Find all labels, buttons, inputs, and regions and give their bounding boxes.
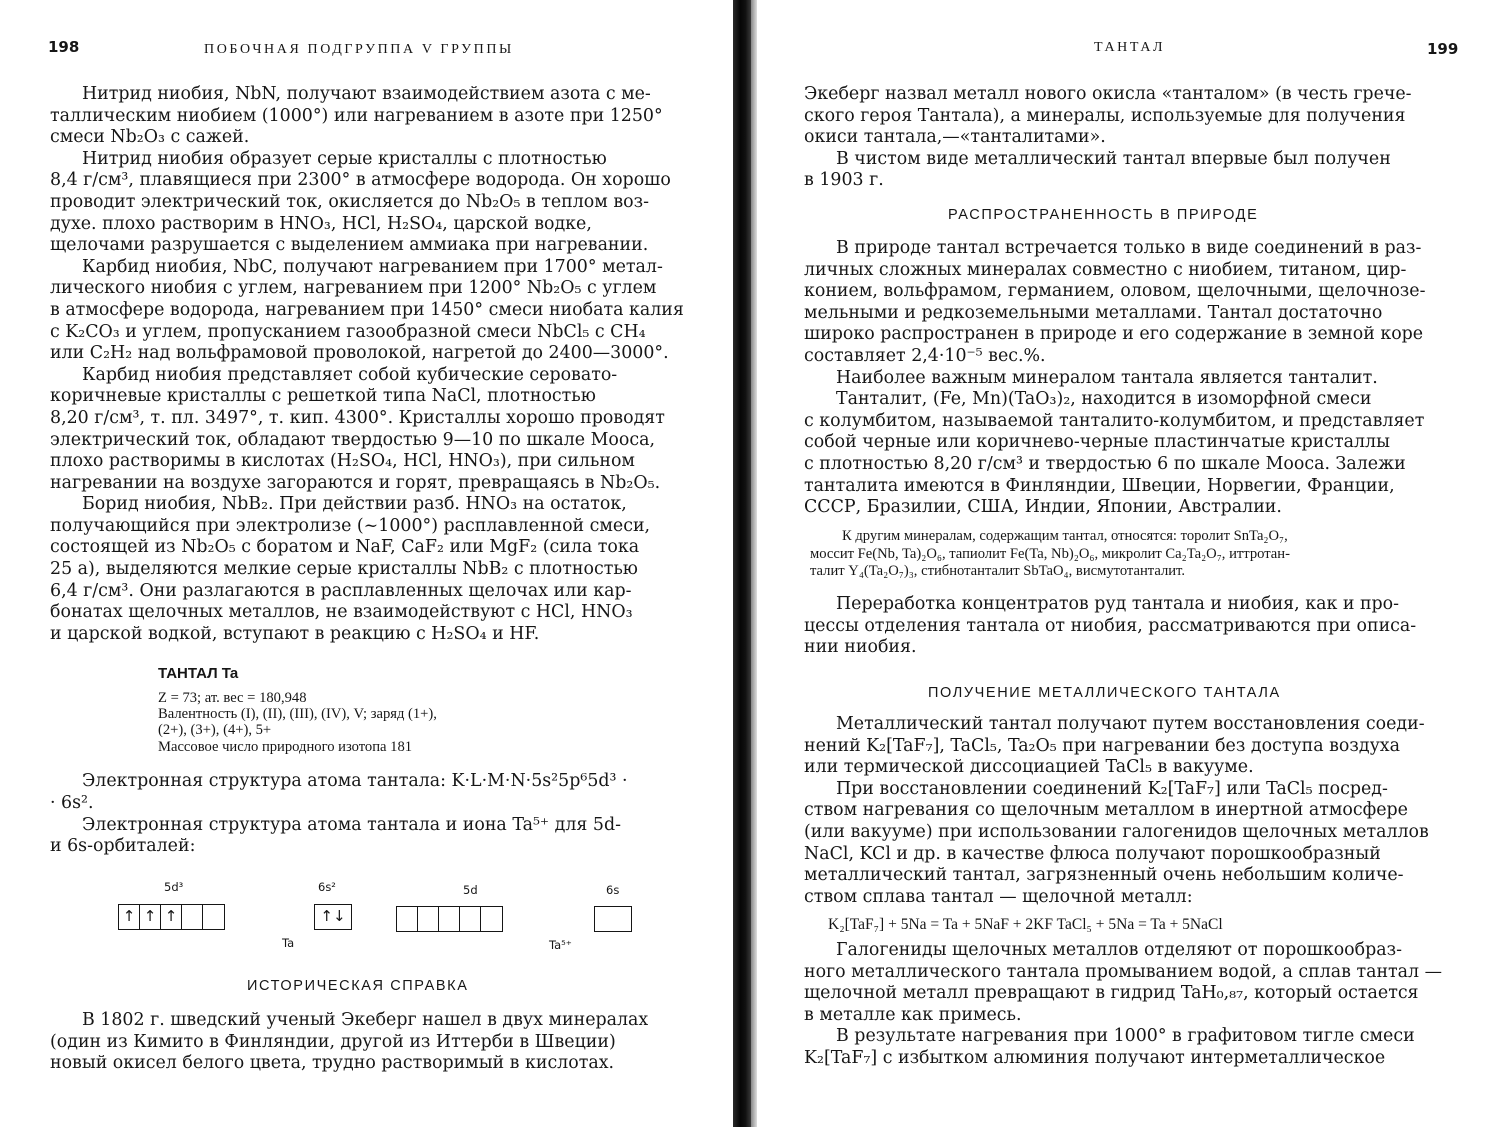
orbital-cell bbox=[439, 907, 460, 931]
orbital-cell: ↑↓ bbox=[320, 907, 346, 925]
text-line: нагревании на воздухе загораются и горят, превращаясь в Nb₂O₅. bbox=[50, 472, 661, 493]
text-line: (один из Кимито в Финляндии, другой из Иттерби в Швеции) bbox=[50, 1031, 616, 1052]
gutter-shade bbox=[751, 0, 757, 1127]
element-properties bbox=[158, 690, 437, 755]
element-heading: ТАНТАЛ Ta bbox=[158, 665, 239, 682]
text-line: смеси Nb₂O₃ с сажей. bbox=[50, 127, 250, 148]
text-line: Галогениды щелочных металлов отделяют от порошкообраз- bbox=[836, 940, 1402, 960]
text-line: личных сложных минералах совместно с ниобием, титаном, цир- bbox=[804, 259, 1407, 280]
orbital-cell bbox=[182, 905, 203, 929]
ta-label: Ta bbox=[282, 936, 295, 950]
text-line: нии ниобия. bbox=[804, 637, 917, 658]
text-line: Z = 73; ат. вес = 180,948 bbox=[158, 690, 307, 706]
text-line: металлический тантал, загрязненный очень небольшим количе- bbox=[804, 865, 1404, 886]
text-line: талит Y₄(Ta₂O₇)₃, стибнотанталит SbTaO₄, висмутотанталит. bbox=[810, 563, 1185, 580]
text-line: Электронная структура атома тантала и иона Ta⁵⁺ для 5d- bbox=[82, 814, 621, 835]
minerals-note bbox=[810, 528, 1290, 581]
text-line: окиси тантала,—«танталитами». bbox=[804, 127, 1106, 148]
book-gutter bbox=[733, 0, 751, 1127]
text-line: лического ниобия с углем, нагреванием при 1200° Nb₂O₅ с углем bbox=[50, 278, 657, 299]
text-line: Нитрид ниобия образует серые кристаллы с плотностью bbox=[82, 148, 607, 169]
text-line: моссит Fe(Nb, Ta)₂O₆, тапиолит Fe(Ta, Nb)₂O₆, микролит Ca₂Ta₂O₇, иттротан- bbox=[810, 545, 1290, 562]
text-line: с плотностью 8,20 г/см³ и твердостью 6 по шкале Мооса. Залежи bbox=[804, 453, 1406, 474]
text-line: ством сплава тантал — щелочной металл: bbox=[804, 886, 1193, 907]
text-line: Массовое число природного изотопа 181 bbox=[158, 738, 413, 755]
electron-structure-text bbox=[50, 771, 628, 858]
section-heading-production: ПОЛУЧЕНИЕ МЕТАЛЛИЧЕСКОГО ТАНТАЛА bbox=[928, 685, 1281, 701]
text-line: и царской водкой, вступают в реакцию с H₂SO₄ и HF. bbox=[50, 623, 540, 644]
text-line: В 1802 г. шведский ученый Экеберг нашел в двух минералах bbox=[82, 1010, 649, 1030]
text-line: 8,4 г/см³, плавящиеся при 2300° в атмосфере водорода. Он хорошо bbox=[50, 170, 671, 191]
text-line: 8,20 г/см³, т. пл. 3497°, т. кип. 4300°. Кристаллы хорошо проводят bbox=[50, 407, 665, 428]
reaction-equations: K₂[TaF₇] + 5Na = Ta + 5NaF + 2KF TaCl₅ + 5Na = Ta + 5NaCl bbox=[828, 916, 1223, 933]
text-line: (или вакууме) при использовании галогенидов щелочных металлов bbox=[804, 821, 1429, 842]
text-line: К другим минералам, содержащим тантал, относятся: торолит SnTa₂O₇, bbox=[842, 528, 1288, 544]
production-text bbox=[804, 714, 1429, 908]
text-line: 6,4 г/см³. Они разлагаются в расплавленных щелочах или кар- bbox=[50, 580, 632, 601]
text-line: в металле как примесь. bbox=[804, 1004, 1022, 1025]
right-page bbox=[762, 0, 1504, 1127]
ion-label: Ta⁵⁺ bbox=[549, 938, 572, 952]
text-line: щелочами разрушается с выделением аммиака при нагревании. bbox=[50, 235, 649, 256]
orbital-cell bbox=[418, 907, 439, 931]
text-line: В природе тантал встречается только в виде соединений в раз- bbox=[836, 238, 1422, 258]
text-line: собой черные или коричнево-черные пластинчатые кристаллы bbox=[804, 432, 1390, 453]
text-line: В чистом виде металлический тантал впервые был получен bbox=[836, 148, 1391, 169]
text-line: с K₂CO₃ и углем, пропусканием газообразной смеси NbCl₅ с CH₄ bbox=[50, 321, 646, 342]
page-number-right: 199 bbox=[1427, 40, 1459, 58]
ion-6s-label: 6s bbox=[606, 883, 620, 897]
history-text bbox=[50, 1010, 648, 1075]
ion-5d-label: 5d bbox=[463, 883, 478, 897]
orbital-cell bbox=[397, 907, 418, 931]
text-line: цессы отделения тантала от ниобия, рассматриваются при описа- bbox=[804, 615, 1417, 636]
text-line: Карбид ниобия представляет собой кубические серовато- bbox=[82, 364, 618, 385]
text-line: состоящей из Nb₂O₅ с боратом и NaF, CaF₂ или MgF₂ (сила тока bbox=[50, 537, 640, 558]
text-line: танталита имеются в Финляндии, Швеции, Норвегии, Франции, bbox=[804, 475, 1395, 496]
text-line: 25 а), выделяются мелкие серые кристаллы NbB₂ с плотностью bbox=[50, 559, 638, 580]
closing-text bbox=[804, 940, 1442, 1070]
section-heading-occurrence: РАСПРОСТРАНЕННОСТЬ В ПРИРОДЕ bbox=[948, 207, 1259, 223]
text-line: Переработка концентратов руд тантала и ниобия, как и про- bbox=[836, 594, 1400, 614]
text-line: духе. плохо растворим в HNO₃, HCl, H₂SO₄, царской водке, bbox=[50, 213, 592, 234]
text-line: получающийся при электролизе (~1000°) расплавленной смеси, bbox=[50, 515, 651, 536]
text-line: Валентность (I), (II), (III), (IV), V; заряд (1+), bbox=[158, 706, 437, 723]
text-line: или C₂H₂ над вольфрамовой проволокой, нагретой до 2400—3000°. bbox=[50, 343, 669, 364]
text-line: в атмосфере водорода, нагреванием при 1450° смеси ниобата калия bbox=[50, 299, 684, 320]
text-line: Электронная структура атома тантала: K·L·M·N·5s²5p⁶5d³ · bbox=[82, 771, 628, 791]
left-body-text bbox=[50, 84, 684, 645]
text-line: плохо растворимы в кислотах (H₂SO₄, HCl, HNO₃), при сильном bbox=[50, 451, 635, 472]
orbital-cell: ↑ bbox=[161, 905, 182, 929]
occurrence-text bbox=[804, 238, 1425, 519]
text-line: ского героя Тантала), а минералы, используемые для получения bbox=[804, 105, 1406, 126]
text-line: (2+), (3+), (4+), 5+ bbox=[158, 722, 272, 739]
text-line: щелочной металл превращают в гидрид TaH₀,₈₇, который остается bbox=[804, 983, 1419, 1004]
text-line: Борид ниобия, NbB₂. При действии разб. HNO₃ на остаток, bbox=[82, 494, 627, 515]
text-line: конием, вольфрамом, германием, оловом, щелочными, щелочнозе- bbox=[804, 281, 1426, 302]
running-head-right: ТАНТАЛ bbox=[1094, 40, 1166, 55]
text-line: мельными и редкоземельными металлами. Тантал достаточно bbox=[804, 302, 1383, 323]
right-intro-text bbox=[804, 84, 1412, 192]
text-line: Нитрид ниобия, NbN, получают взаимодействием азота с ме- bbox=[82, 84, 651, 104]
ta-6s-label: 6s² bbox=[318, 880, 336, 894]
text-line: При восстановлении соединений K₂[TaF₇] или TaCl₅ посред- bbox=[836, 778, 1388, 799]
orbital-cell: ↑ bbox=[140, 905, 161, 929]
orbital-cell: ↑ bbox=[119, 905, 140, 929]
text-line: Металлический тантал получают путем восстановления соеди- bbox=[836, 714, 1425, 734]
left-page bbox=[0, 0, 735, 1127]
text-line: бонатах щелочных металлов, не взаимодействуют с HCl, HNO₃ bbox=[50, 602, 633, 623]
ion-6s-box bbox=[594, 906, 632, 932]
text-line: Наиболее важным минералом тантала является танталит. bbox=[836, 367, 1378, 388]
text-line: Карбид ниобия, NbC, получают нагреванием при 1700° метал- bbox=[82, 256, 663, 277]
orbital-cell bbox=[203, 905, 224, 929]
text-line: с колумбитом, называемой танталито-колумбитом, и представляет bbox=[804, 410, 1425, 431]
text-line: или термической диссоциацией TaCl₅ в вакууме. bbox=[804, 757, 1254, 778]
text-line: Экеберг назвал металл нового окисла «танталом» (в честь грече- bbox=[804, 84, 1412, 104]
text-line: Танталит, (Fe, Mn)(TaO₃)₂, находится в изоморфной смеси bbox=[836, 389, 1372, 410]
running-head-left: ПОБОЧНАЯ ПОДГРУППА V ГРУППЫ bbox=[204, 42, 514, 57]
text-line: K₂[TaF₇] с избытком алюминия получают интерметаллическое bbox=[804, 1047, 1386, 1068]
text-line: · 6s². bbox=[50, 792, 94, 813]
ta-6s-box bbox=[314, 904, 352, 930]
text-line: и 6s-орбиталей: bbox=[50, 836, 196, 857]
orbital-cell bbox=[595, 907, 631, 931]
text-line: ством нагревания со щелочным металлом в инертной атмосфере bbox=[804, 800, 1408, 821]
page-number-left: 198 bbox=[48, 38, 80, 56]
history-heading: ИСТОРИЧЕСКАЯ СПРАВКА bbox=[247, 978, 469, 994]
text-line: ного металлического тантала промыванием водой, а сплав тантал — bbox=[804, 961, 1442, 982]
processing-text bbox=[804, 594, 1416, 659]
text-line: таллическим ниобием (1000°) или нагреванием в азоте при 1250° bbox=[50, 105, 663, 126]
orbital-cell bbox=[481, 907, 502, 931]
orbital-cell bbox=[460, 907, 481, 931]
text-line: В результате нагревания при 1000° в графитовом тигле смеси bbox=[836, 1026, 1415, 1047]
text-line: электрический ток, обладают твердостью 9—10 по шкале Мооса, bbox=[50, 429, 656, 450]
text-line: составляет 2,4·10⁻⁵ вес.%. bbox=[804, 345, 1046, 366]
text-line: проводит электрический ток, окисляется до Nb₂O₅ в теплом воз- bbox=[50, 191, 649, 212]
ta-5d-label: 5d³ bbox=[164, 880, 184, 894]
ta-5d-boxes bbox=[118, 904, 225, 930]
text-line: NaCl, KCl и др. в качестве флюса получают порошкообразный bbox=[804, 843, 1381, 864]
text-line: нений K₂[TaF₇], TaCl₅, Ta₂O₅ при нагревании без доступа воздуха bbox=[804, 735, 1400, 756]
text-line: в 1903 г. bbox=[804, 170, 884, 191]
ion-5d-boxes bbox=[396, 906, 503, 932]
text-line: СССР, Бразилии, США, Индии, Японии, Австралии. bbox=[804, 497, 1282, 518]
text-line: новый окисел белого цвета, трудно растворимый в кислотах. bbox=[50, 1053, 615, 1074]
text-line: коричневые кристаллы с решеткой типа NaCl, плотностью bbox=[50, 386, 596, 407]
text-line: широко распространен в природе и его содержание в земной коре bbox=[804, 324, 1424, 345]
